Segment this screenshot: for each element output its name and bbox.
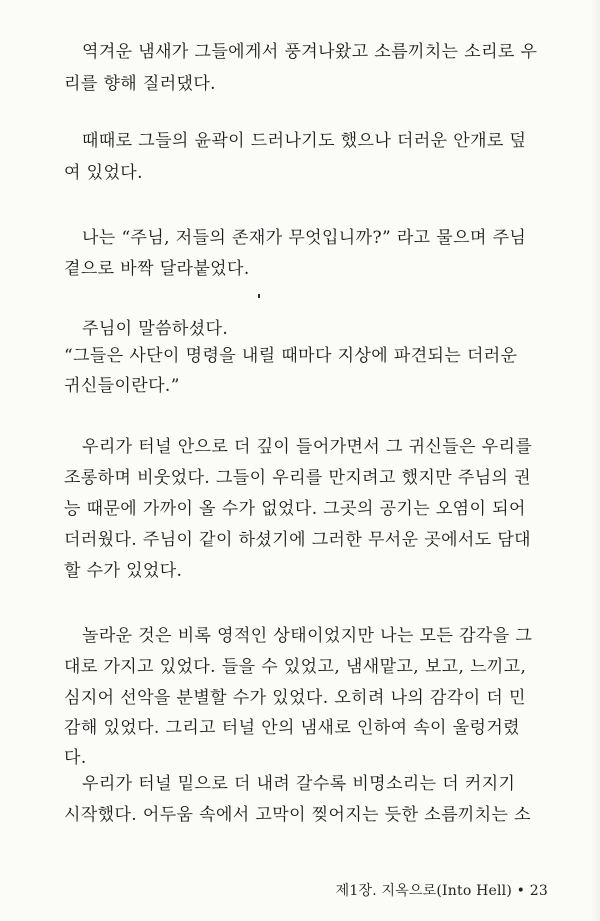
body-text-line: 놀라운 것은 비록 영적인 상태이었지만 나는 모든 감각을 그 bbox=[82, 626, 533, 646]
body-text-line: 곁으로 바짝 달라붙었다. bbox=[64, 259, 250, 279]
body-text-line: “그들은 사단이 명령을 내릴 때마다 지상에 파견되는 더러운 bbox=[64, 346, 518, 366]
body-text-line: 할 수가 있었다. bbox=[64, 561, 183, 581]
body-text-line: 조롱하며 비웃었다. 그들이 우리를 만지려고 했지만 주님의 권 bbox=[64, 468, 531, 488]
body-text-line: 감해 있었다. 그리고 터널 안의 냄새로 인하여 속이 울렁거렸 bbox=[64, 718, 520, 738]
body-text-line: 더러웠다. 주님이 같이 하셨기에 그러한 무서운 곳에서도 담대 bbox=[64, 530, 531, 550]
page-footer-running-head: 제1장. 지옥으로(Into Hell) • 23 bbox=[335, 883, 548, 899]
body-text-line: 대로 가지고 있었다. 들을 수 있었고, 냄새맡고, 보고, 느끼고, bbox=[64, 657, 527, 677]
body-text-line: 역겨운 냄새가 그들에게서 풍겨나왔고 소름끼치는 소리로 우 bbox=[82, 42, 538, 62]
body-text-line: 심지어 선악을 분별할 수가 있었다. 오히려 나의 감각이 더 민 bbox=[64, 688, 526, 708]
body-text-line: 다. bbox=[64, 748, 87, 768]
body-text-line: 나는 “주님, 저들의 존재가 무엇입니까?” 라고 물으며 주님 bbox=[82, 228, 527, 248]
body-text-line: 귀신들이란다.” bbox=[64, 376, 180, 396]
body-text-line: 리를 향해 질러댔다. bbox=[64, 74, 216, 94]
body-text-line: 때때로 그들의 윤곽이 드러나기도 했으나 더러운 안개로 덮 bbox=[82, 131, 527, 151]
body-text-line: 우리가 터널 안으로 더 깊이 들어가면서 그 귀신들은 우리를 bbox=[82, 437, 533, 457]
body-text-line: 우리가 터널 밑으로 더 내려 갈수록 비명소리는 더 커지기 bbox=[82, 774, 516, 794]
body-text-line: 시작했다. 어두움 속에서 고막이 찢어지는 듯한 소름끼치는 소 bbox=[64, 805, 531, 825]
body-text-line: 주님이 말씀하셨다. bbox=[82, 319, 229, 339]
body-text-line: 능 때문에 가까이 올 수가 없었다. 그곳의 공기는 오염이 되어 bbox=[64, 499, 526, 519]
page-edge-shadow bbox=[590, 0, 600, 921]
print-speck bbox=[258, 294, 260, 298]
body-text-line: 여 있었다. bbox=[64, 163, 143, 183]
